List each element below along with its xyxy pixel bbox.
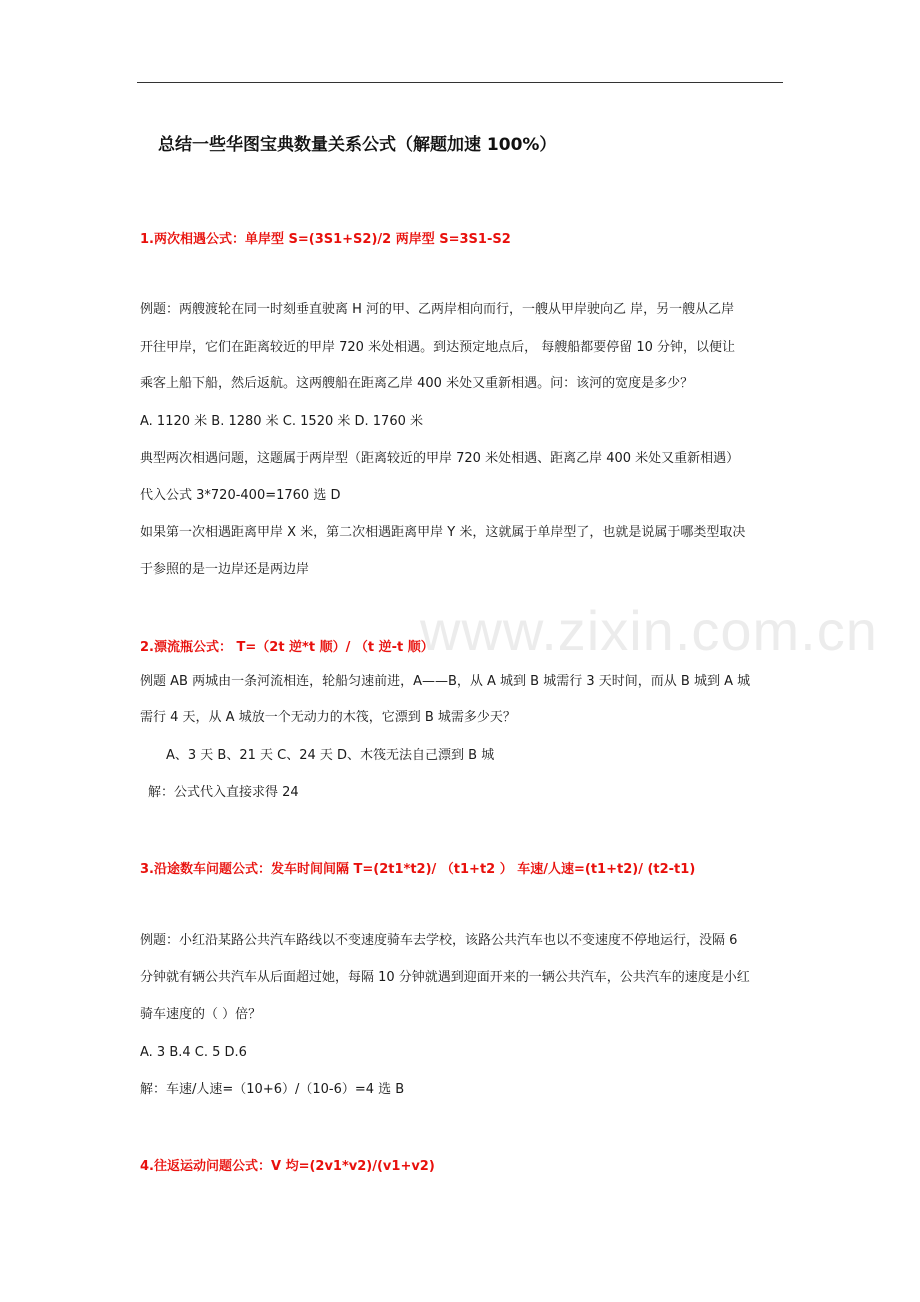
section-1-line-3: 乘客上船下船，然后返航。这两艘船在距离乙岸 400 米处又重新相遇。问：该河的宽度是多少？ — [140, 376, 694, 391]
section-2-answer: 解：公式代入直接求得 24 — [148, 785, 299, 800]
section-1-line-5: 典型两次相遇问题，这题属于两岸型（距离较近的甲岸 720 米处相遇、距离乙岸 400 米处又重新相遇） — [140, 451, 740, 466]
section-3-line-1: 例题：小红沿某路公共汽车路线以不变速度骑车去学校，该路公共汽车也以不变速度不停地运行，没隔 6 — [140, 933, 738, 948]
section-1-line-2: 开往甲岸，它们在距离较近的甲岸 720 米处相遇。到达预定地点后， 每艘船都要停留 10 分钟，以便让 — [140, 340, 736, 355]
section-1-line-7: 如果第一次相遇距离甲岸 X 米，第二次相遇距离甲岸 Y 米，这就属于单岸型了，也就是说属于哪类型取决 — [140, 525, 746, 540]
section-1-heading: 1.两次相遇公式：单岸型 S=(3S1+S2)/2 两岸型 S=3S1-S2 — [140, 232, 511, 247]
section-3-line-2: 分钟就有辆公共汽车从后面超过她，每隔 10 分钟就遇到迎面开来的一辆公共汽车，公共汽车的速度是小红 — [140, 970, 750, 985]
section-1-line-6: 代入公式 3*720-400=1760 选 D — [140, 488, 341, 503]
section-3-line-3: 骑车速度的（ ）倍？ — [140, 1007, 262, 1022]
section-2-options: A、3 天 B、21 天 C、24 天 D、木筏无法自己漂到 B 城 — [166, 748, 495, 763]
section-1-options: A. 1120 米 B. 1280 米 C. 1520 米 D. 1760 米 — [140, 414, 423, 429]
watermark: www.zixin.com.cn — [420, 599, 878, 662]
section-3-options: A. 3 B.4 C. 5 D.6 — [140, 1045, 247, 1060]
top-rule — [137, 82, 783, 83]
section-2-line-1: 例题 AB 两城由一条河流相连，轮船匀速前进，A——B，从 A 城到 B 城需行 3 天时间，而从 B 城到 A 城 — [140, 674, 751, 689]
document-title: 总结一些华图宝典数量关系公式（解题加速 100%） — [158, 135, 557, 155]
section-1-line-1: 例题：两艘渡轮在同一时刻垂直驶离 H 河的甲、乙两岸相向而行，一艘从甲岸驶向乙 岸，另一艘从乙岸 — [140, 302, 735, 317]
section-3-heading: 3.沿途数车问题公式：发车时间间隔 T=(2t1*t2)/ （t1+t2 ） 车速/人速=(t1+t2)/ (t2-t1) — [140, 862, 696, 877]
section-4-heading: 4.往返运动问题公式：V 均=(2v1*v2)/(v1+v2) — [140, 1159, 435, 1174]
section-3-answer: 解：车速/人速=（10+6）/（10-6）=4 选 B — [140, 1082, 405, 1097]
section-1-line-8: 于参照的是一边岸还是两边岸 — [140, 562, 310, 577]
section-2-line-2: 需行 4 天，从 A 城放一个无动力的木筏，它漂到 B 城需多少天？ — [140, 710, 516, 725]
section-2-heading: 2.漂流瓶公式： T=（2t 逆*t 顺）/ （t 逆-t 顺） — [140, 640, 434, 655]
